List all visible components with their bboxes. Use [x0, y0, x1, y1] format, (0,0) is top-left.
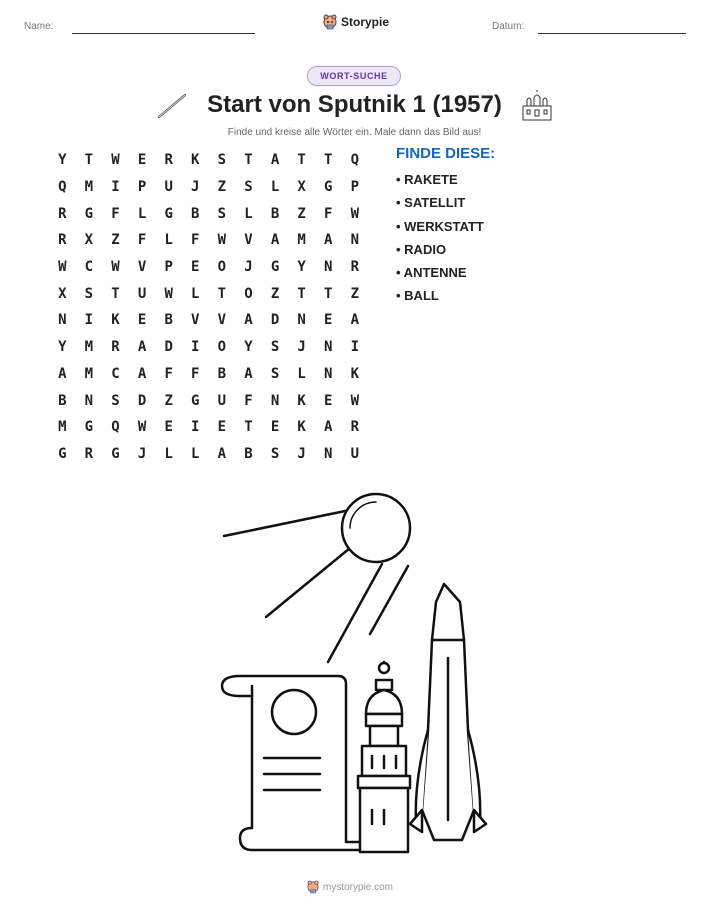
grid-letter: J: [137, 445, 147, 462]
name-line: [72, 33, 255, 34]
grid-letter: Y: [244, 339, 253, 356]
grid-letter: A: [324, 232, 333, 249]
grid-letter: A: [324, 419, 333, 436]
footer-url: mystorypie.com: [323, 881, 394, 893]
grid-letter: T: [324, 152, 333, 169]
storypie-mascot-icon: [307, 880, 319, 894]
grid-letter: W: [350, 205, 360, 222]
grid-letter: J: [297, 445, 306, 462]
word-item: • RAKETE: [396, 172, 458, 187]
word-item: • BALL: [396, 288, 439, 304]
grid-row: [49, 441, 368, 468]
grid-letter: D: [137, 392, 147, 409]
grid-letter: F: [191, 365, 200, 382]
grid-letter: W: [350, 392, 360, 409]
grid-letter: N: [324, 445, 333, 462]
grid-letter: E: [217, 419, 227, 436]
grid-letter: Q: [58, 179, 67, 196]
grid-letter: L: [164, 445, 173, 462]
grid-row: [49, 254, 368, 281]
grid-letter: V: [137, 259, 147, 276]
word-list: [396, 172, 484, 312]
grid-letter: T: [217, 285, 227, 302]
grid-letter: B: [244, 445, 253, 462]
grid-row: [49, 334, 368, 361]
grid-letter: U: [217, 392, 227, 409]
grid-letter: I: [111, 179, 120, 196]
grid-letter: K: [191, 152, 200, 169]
word-search-grid: [49, 147, 368, 467]
grid-letter: T: [297, 152, 306, 169]
name-label: Name:: [24, 21, 54, 32]
grid-letter: A: [137, 365, 147, 382]
grid-letter: E: [137, 152, 147, 169]
grid-letter: K: [111, 312, 120, 329]
grid-letter: L: [244, 205, 253, 222]
storypie-mascot-icon: [323, 14, 337, 30]
grid-letter: T: [297, 285, 306, 302]
grid-row: [49, 387, 368, 414]
grid-letter: G: [324, 179, 333, 196]
grid-letter: Z: [297, 205, 306, 222]
grid-letter: E: [164, 419, 173, 436]
grid-letter: N: [270, 392, 280, 409]
grid-letter: D: [164, 339, 173, 356]
grid-letter: N: [58, 312, 67, 329]
grid-letter: M: [297, 232, 306, 249]
grid-letter: R: [111, 339, 120, 356]
grid-letter: L: [191, 445, 200, 462]
grid-letter: S: [244, 179, 253, 196]
grid-letter: E: [324, 312, 333, 329]
grid-letter: G: [111, 445, 120, 462]
grid-letter: K: [297, 392, 306, 409]
grid-letter: I: [350, 339, 360, 356]
grid-letter: Z: [217, 179, 227, 196]
grid-letter: L: [297, 365, 306, 382]
grid-letter: F: [164, 365, 173, 382]
grid-letter: I: [191, 339, 200, 356]
grid-letter: G: [84, 419, 94, 436]
grid-letter: M: [84, 339, 94, 356]
grid-letter: S: [84, 285, 94, 302]
grid-letter: V: [191, 312, 200, 329]
find-these-heading: FINDE DIESE:: [396, 145, 496, 162]
grid-letter: N: [84, 392, 94, 409]
grid-letter: M: [84, 179, 94, 196]
grid-letter: A: [350, 312, 360, 329]
grid-letter: Q: [111, 419, 120, 436]
grid-letter: N: [350, 232, 360, 249]
grid-letter: R: [350, 419, 360, 436]
grid-letter: P: [350, 179, 360, 196]
grid-letter: G: [164, 205, 173, 222]
footer: [307, 880, 393, 894]
grid-letter: Z: [111, 232, 120, 249]
grid-letter: F: [111, 205, 120, 222]
grid-letter: V: [244, 232, 253, 249]
grid-letter: F: [244, 392, 253, 409]
grid-letter: E: [324, 392, 333, 409]
grid-letter: S: [217, 205, 227, 222]
grid-letter: O: [244, 285, 253, 302]
grid-letter: N: [324, 259, 333, 276]
instructions: Finde und kreise alle Wörter ein. Male dann das Bild aus!: [227, 127, 482, 138]
grid-letter: W: [164, 285, 173, 302]
grid-letter: K: [350, 365, 360, 382]
grid-letter: E: [191, 259, 200, 276]
grid-letter: R: [58, 232, 67, 249]
grid-row: [49, 280, 368, 307]
grid-letter: G: [191, 392, 200, 409]
grid-letter: N: [297, 312, 306, 329]
grid-letter: W: [137, 419, 147, 436]
kremlin-building-icon: [521, 90, 553, 122]
grid-letter: A: [244, 312, 253, 329]
grid-letter: Y: [58, 339, 67, 356]
grid-row: [49, 227, 368, 254]
grid-letter: X: [58, 285, 67, 302]
grid-letter: G: [58, 445, 67, 462]
grid-letter: Z: [270, 285, 280, 302]
grid-letter: R: [58, 205, 67, 222]
grid-letter: N: [324, 339, 333, 356]
grid-letter: A: [58, 365, 67, 382]
grid-letter: P: [164, 259, 173, 276]
grid-letter: V: [217, 312, 227, 329]
grid-row: [49, 147, 368, 174]
grid-letter: Q: [350, 152, 360, 169]
wort-suche-badge: WORT-SUCHE: [307, 66, 401, 86]
grid-letter: U: [137, 285, 147, 302]
grid-letter: W: [111, 152, 120, 169]
grid-letter: T: [111, 285, 120, 302]
grid-letter: A: [137, 339, 147, 356]
grid-letter: W: [58, 259, 67, 276]
grid-letter: R: [164, 152, 173, 169]
grid-letter: R: [84, 445, 94, 462]
grid-letter: J: [191, 179, 200, 196]
grid-letter: Z: [350, 285, 360, 302]
grid-row: [49, 307, 368, 334]
grid-letter: P: [137, 179, 147, 196]
grid-letter: X: [297, 179, 306, 196]
grid-letter: U: [350, 445, 360, 462]
grid-letter: B: [217, 365, 227, 382]
grid-letter: M: [84, 365, 94, 382]
grid-letter: E: [137, 312, 147, 329]
grid-letter: F: [191, 232, 200, 249]
grid-letter: A: [217, 445, 227, 462]
grid-letter: L: [270, 179, 280, 196]
grid-letter: N: [324, 365, 333, 382]
grid-letter: F: [324, 205, 333, 222]
grid-letter: A: [244, 365, 253, 382]
grid-letter: T: [324, 285, 333, 302]
sputnik-coloring-illustration: [210, 480, 500, 860]
grid-letter: W: [217, 232, 227, 249]
grid-row: [49, 200, 368, 227]
grid-letter: I: [84, 312, 94, 329]
grid-row: [49, 174, 368, 201]
grid-letter: B: [270, 205, 280, 222]
grid-letter: S: [270, 445, 280, 462]
grid-letter: L: [191, 285, 200, 302]
date-label: Datum:: [492, 21, 525, 32]
grid-letter: C: [111, 365, 120, 382]
storypie-logo: [323, 14, 389, 30]
grid-letter: Y: [58, 152, 67, 169]
word-item: • RADIO: [396, 241, 447, 257]
grid-letter: J: [297, 339, 306, 356]
grid-row: [49, 361, 368, 388]
grid-letter: L: [137, 205, 147, 222]
grid-letter: A: [270, 152, 280, 169]
grid-letter: D: [270, 312, 280, 329]
grid-letter: C: [84, 259, 94, 276]
word-item: • ANTENNE: [396, 265, 467, 281]
grid-letter: L: [164, 232, 173, 249]
grid-letter: S: [111, 392, 120, 409]
grid-letter: F: [137, 232, 147, 249]
grid-letter: S: [270, 339, 280, 356]
grid-letter: J: [244, 259, 253, 276]
grid-letter: I: [191, 419, 200, 436]
grid-letter: G: [270, 259, 280, 276]
grid-letter: M: [58, 419, 67, 436]
grid-letter: O: [217, 259, 227, 276]
grid-letter: G: [84, 205, 94, 222]
grid-letter: T: [244, 152, 253, 169]
grid-letter: E: [270, 419, 280, 436]
grid-letter: O: [217, 339, 227, 356]
word-item: • SATELLIT: [396, 195, 466, 211]
grid-letter: X: [84, 232, 94, 249]
grid-letter: B: [191, 205, 200, 222]
grid-letter: T: [84, 152, 94, 169]
grid-letter: T: [244, 419, 253, 436]
word-item: • WERKSTATT: [396, 218, 484, 234]
date-line: [538, 33, 686, 34]
grid-letter: W: [111, 259, 120, 276]
logo-text: Storypie: [341, 15, 390, 29]
grid-letter: K: [297, 419, 306, 436]
page-title: Start von Sputnik 1 (1957): [207, 91, 502, 118]
grid-letter: R: [350, 259, 360, 276]
grid-letter: Y: [297, 259, 306, 276]
grid-letter: Z: [164, 392, 173, 409]
grid-letter: U: [164, 179, 173, 196]
grid-letter: B: [58, 392, 67, 409]
grid-row: [49, 414, 368, 441]
grid-letter: S: [270, 365, 280, 382]
grid-letter: S: [217, 152, 227, 169]
grid-letter: B: [164, 312, 173, 329]
grid-letter: A: [270, 232, 280, 249]
